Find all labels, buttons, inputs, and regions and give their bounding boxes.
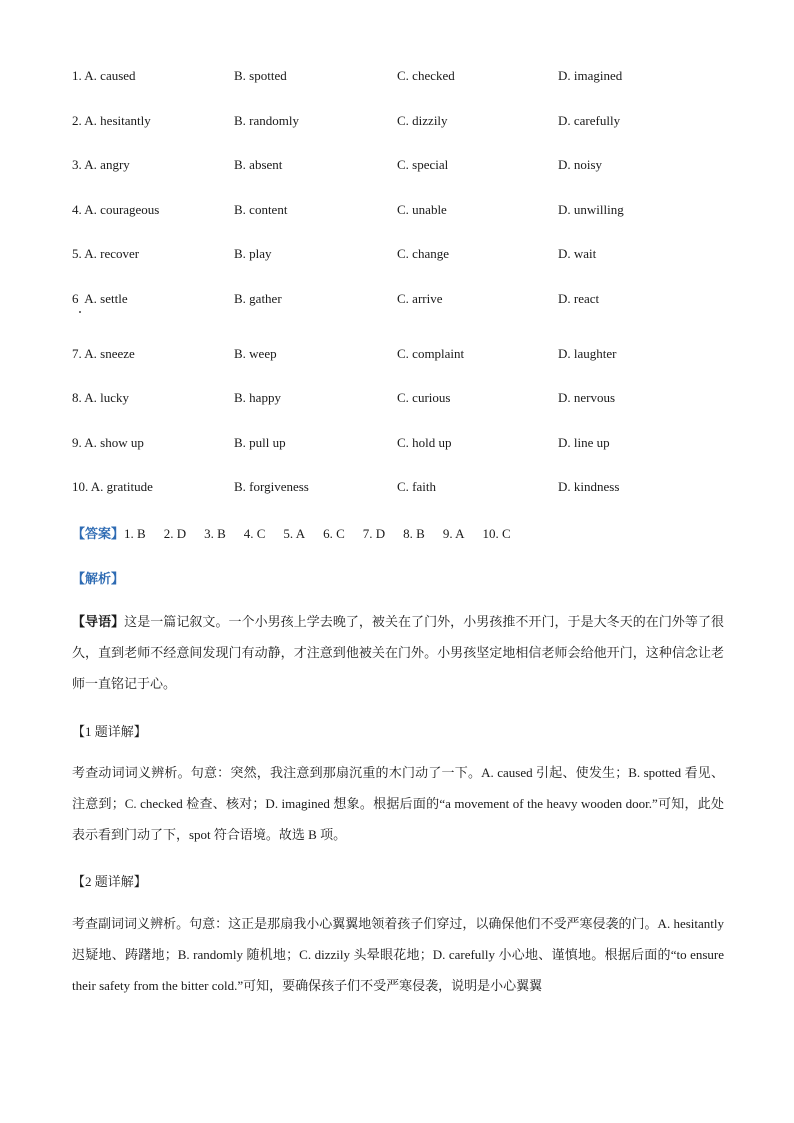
option-b: B. spotted — [234, 68, 287, 83]
analysis-heading: 【解析】 — [72, 571, 125, 586]
option-d: D. line up — [558, 435, 610, 450]
option-c: C. checked — [397, 68, 455, 83]
option-b: B. play — [234, 246, 272, 261]
option-b: B. gather — [234, 291, 282, 306]
answer-key — [72, 523, 529, 542]
option-c: C. curious — [397, 390, 451, 405]
option-a: 1. A. caused — [72, 68, 136, 83]
intro-paragraph — [72, 606, 724, 699]
intro-lead: 【导语】 — [72, 614, 125, 629]
answer-tag: 【答案】 — [72, 526, 125, 541]
option-b: B. weep — [234, 346, 277, 361]
stray-dot — [79, 311, 81, 313]
question-row-9 — [72, 435, 732, 455]
intro-text: 这是一篇记叙文。一个小男孩上学去晚了，被关在了门外，小男孩推不开门，于是大冬天的在门外等了很久，直到老师不经意间发现门有动静，才注意到他被关在门外。小男孩坚定地相信老师会给他开门，这种信念让老师一直铭记于心。 — [72, 614, 724, 691]
question-row-8 — [72, 390, 732, 410]
option-d: D. unwilling — [558, 202, 624, 217]
question-row-4 — [72, 202, 732, 222]
answer-8: 8. B — [403, 526, 425, 541]
question-row-6 — [72, 291, 732, 311]
question-row-7 — [72, 346, 732, 366]
option-c: C. unable — [397, 202, 447, 217]
q2-heading: 【2 题详解】 — [72, 874, 147, 889]
option-c: C. special — [397, 157, 449, 172]
option-a: 9. A. show up — [72, 435, 144, 450]
option-a: 6 A. settle — [72, 291, 128, 306]
option-a: 4. A. courageous — [72, 202, 160, 217]
option-a: 3. A. angry — [72, 157, 130, 172]
option-c: C. arrive — [397, 291, 443, 306]
question-row-10 — [72, 479, 732, 499]
answer-3: 3. B — [204, 526, 226, 541]
option-d: D. laughter — [558, 346, 617, 361]
answer-6: 6. C — [323, 526, 345, 541]
answer-5: 5. A — [283, 526, 306, 541]
option-a: 2. A. hesitantly — [72, 113, 151, 128]
q2-explanation: 考查副词词义辨析。句意：这正是那扇我小心翼翼地领着孩子们穿过，以确保他们不受严寒侵袭的门。A. hesitantly 迟疑地、踌躇地；B. randomly 随机地；C. dizzily 头晕眼花地；D. carefully 小心地、谨慎地。根据后面的“to ensure their safety from the bitter cold.”可知，要确保孩子们不受严寒侵袭，说明是小心翼翼 — [72, 916, 724, 993]
answer-9: 9. A — [442, 526, 465, 541]
option-d: D. noisy — [558, 157, 603, 172]
option-d: D. wait — [558, 246, 597, 261]
answer-10: 10. C — [482, 526, 511, 541]
answer-4: 4. C — [243, 526, 266, 541]
question-row-1 — [72, 68, 732, 88]
option-b: B. pull up — [234, 435, 286, 450]
answer-7: 7. D — [362, 526, 386, 541]
option-b: B. randomly — [234, 113, 299, 128]
option-b: B. forgiveness — [234, 479, 309, 494]
option-a: 8. A. lucky — [72, 390, 130, 405]
option-a: 10. A. gratitude — [72, 479, 153, 494]
q1-heading: 【1 题详解】 — [72, 724, 147, 739]
option-c: C. change — [397, 246, 449, 261]
option-c: C. complaint — [397, 346, 465, 361]
q1-explanation: 考查动词词义辨析。句意：突然，我注意到那扇沉重的木门动了一下。A. caused 引起、使发生；B. spotted 看见、注意到；C. checked 检查、核对；D. imagined 想象。根据后面的“a movement of the heavy wooden door.”可知，此处表示看到门动了下，spot 符合语境。故选 B 项。 — [72, 765, 724, 842]
option-c: C. dizzily — [397, 113, 448, 128]
option-b: B. happy — [234, 390, 281, 405]
option-a: 5. A. recover — [72, 246, 140, 261]
option-b: B. content — [234, 202, 288, 217]
answer-2: 2. D — [163, 526, 187, 541]
option-d: D. react — [558, 291, 600, 306]
option-a: 7. A. sneeze — [72, 346, 135, 361]
option-d: D. imagined — [558, 68, 623, 83]
option-c: C. faith — [397, 479, 436, 494]
question-row-2 — [72, 113, 732, 133]
question-row-3 — [72, 157, 732, 177]
option-d: D. nervous — [558, 390, 616, 405]
question-row-5 — [72, 246, 732, 266]
option-d: D. kindness — [558, 479, 620, 494]
answer-1: 1. B — [124, 526, 146, 541]
option-c: C. hold up — [397, 435, 452, 450]
option-b: B. absent — [234, 157, 283, 172]
option-d: D. carefully — [558, 113, 621, 128]
